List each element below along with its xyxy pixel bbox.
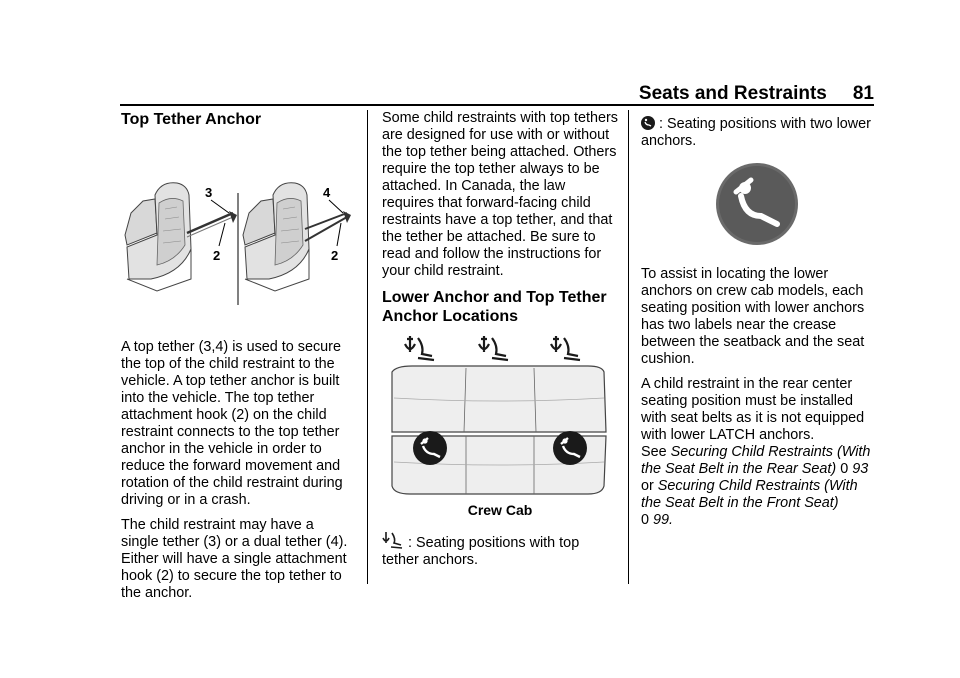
lower-anchor-icon (553, 431, 587, 465)
tether-paragraph-2: The child restraint may have a single tether (3) or a dual tether (4). Either will have a single attachment hook (2) to secure the top tether to the anchor. (121, 517, 348, 601)
label-4: 4 (323, 185, 331, 200)
rear-bench-seat (392, 366, 606, 494)
column-right (641, 110, 875, 529)
lower-anchor-legend-text: : Seating positions with two lower anchors. (641, 116, 871, 149)
tether-requirements-paragraph: Some child restraints with top tethers are designed for use with or without the top tether being attached. Others require the top tether always to be attached. In Canada, the law requires that forward-facing child restraints have a top tether, and that the tether be attached. Be sure to read and follow the instructions for your child restraint. (382, 110, 618, 279)
top-tether-heading: Top Tether Anchor (121, 111, 262, 128)
dual-tether-seat (243, 183, 351, 291)
tether-legend (382, 531, 618, 569)
lower-anchor-labels-paragraph: To assist in locating the lower anchors on crew cab models, each seating position with lower anchors has two labels near the crease between the seatback and the seat cushion. (641, 266, 865, 367)
page-ref-symbol: 0 (840, 461, 849, 477)
center-seat-text: A child restraint in the rear center seating position must be installed with seat belts as it is not equipped with lower LATCH anchors. (641, 376, 865, 443)
page-ref-symbol: 0 (641, 512, 650, 528)
top-tether-anchor-icon (551, 336, 580, 360)
section-title: Seats and Restraints (638, 83, 827, 104)
page-header (580, 83, 874, 105)
label-2-right: 2 (331, 248, 339, 263)
column-left (121, 110, 353, 602)
top-tether-anchor-icon (382, 531, 404, 549)
rear-seat-belt-link[interactable]: Securing Child Restraints (With the Seat Belt in the Rear Seat) (641, 444, 871, 477)
or-word: or (641, 478, 654, 494)
figure-caption: Crew Cab (467, 502, 533, 518)
lower-anchor-icon (413, 431, 447, 465)
lower-anchor-symbol-large (641, 150, 875, 256)
header-rule (120, 104, 874, 106)
lower-anchor-legend (641, 116, 875, 150)
child-seat-tether-figure (121, 129, 353, 339)
tether-paragraph-1: A top tether (3,4) is used to secure the top of the child restraint to the vehicle. A top tether anchor is built into the vehicle. The top tether attachment hook (2) on the child restraint connects to the top tether anchor in the vehicle in order to reduce the forward movement and rotation of the child restraint during driving or in a crash. (121, 339, 343, 508)
tether-legend-text: : Seating positions with top tether anchors. (382, 535, 580, 568)
crew-cab-seat-figure (382, 326, 618, 502)
front-seat-belt-link[interactable]: Securing Child Restraints (With the Seat Belt in the Front Seat) (641, 478, 858, 511)
front-seat-belt-page: 99. (653, 512, 674, 528)
column-divider-1 (367, 110, 368, 584)
lower-anchor-heading: Lower Anchor and Top Tether Anchor Locations (382, 289, 607, 325)
center-seat-paragraph (641, 376, 875, 529)
label-2-left: 2 (213, 248, 221, 263)
label-3: 3 (205, 185, 213, 200)
see-word: See (641, 444, 667, 460)
column-middle (382, 110, 618, 569)
rear-seat-belt-page: 93 (852, 461, 869, 477)
page-number: 81 (852, 83, 874, 104)
column-divider-2 (628, 110, 629, 584)
single-tether-seat (125, 183, 237, 291)
top-tether-anchor-icon (405, 336, 434, 360)
lower-anchor-icon (641, 116, 655, 130)
top-tether-anchor-icon (479, 336, 508, 360)
